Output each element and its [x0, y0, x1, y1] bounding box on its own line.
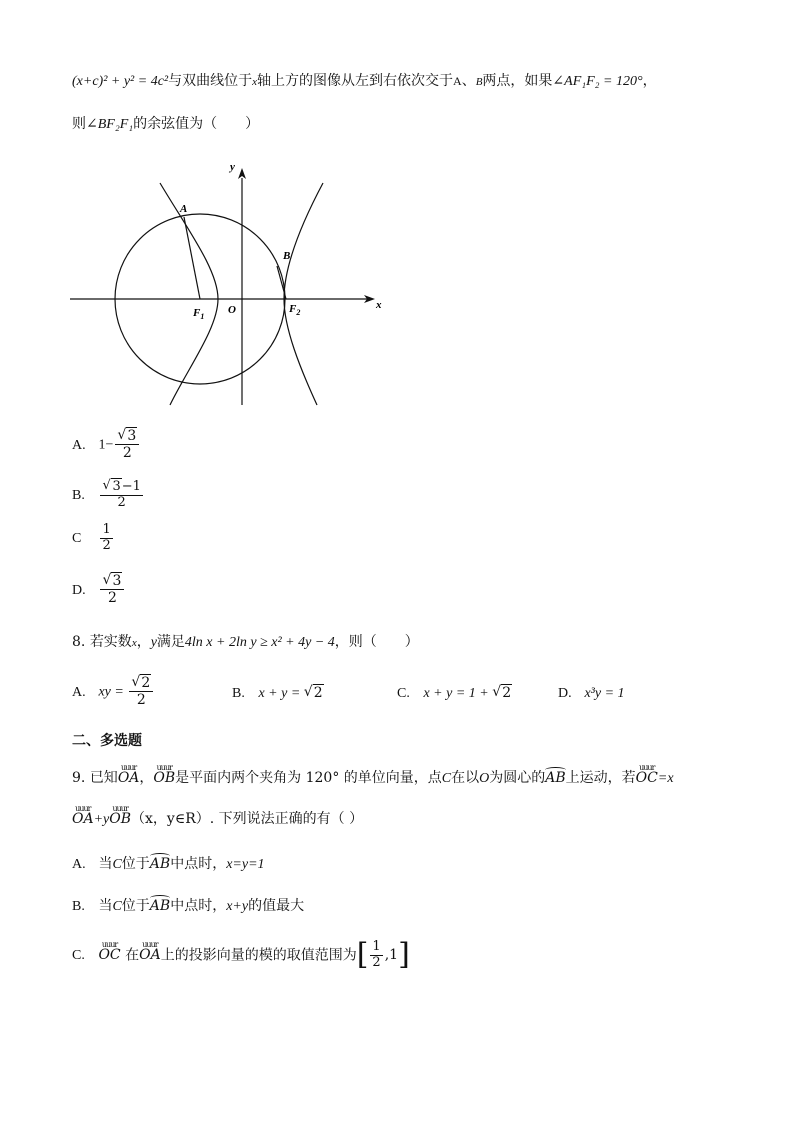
q7-option-B[interactable] [72, 480, 145, 511]
question-number: 8. [72, 634, 86, 650]
denominator: 2 [117, 494, 126, 510]
vector-OB: OB [109, 811, 132, 827]
option-text: 位于 [121, 898, 150, 914]
option-prefix: 1− [98, 437, 114, 453]
q9-text-e: 上运动，若 [565, 770, 636, 786]
option-label: D. [558, 686, 572, 701]
q9-text-a: 已知 [89, 770, 118, 786]
option-text: 当 [98, 856, 113, 872]
q7-line2 [72, 116, 259, 134]
separator: 、 [461, 73, 476, 89]
radicand: 2 [502, 685, 512, 701]
q8-option-B[interactable] [232, 685, 324, 702]
option-text: 位于 [121, 856, 150, 872]
vector-OB: OB [153, 770, 176, 786]
radicand: 2 [313, 685, 323, 701]
q8-option-C[interactable] [397, 685, 512, 702]
circle-equation: (x+c)² + y² = 4c² [72, 74, 169, 89]
label-F1: $F_1$ [193, 307, 205, 321]
q8-option-D[interactable] [558, 685, 625, 702]
option-label: C. [397, 686, 410, 701]
q9-text-b: 是平面内两个夹角为 120° 的单位向量，点 [175, 770, 442, 786]
vector-OA: OA [72, 811, 94, 827]
label-O: O [228, 304, 236, 316]
arc-AB: AB [149, 898, 171, 914]
option-text: 上的投影向量的模的取值范围为 [160, 947, 357, 964]
q9-line2-text: （x，y∈R）. 下列说法正确的有（ ） [131, 811, 364, 827]
interval-low-num: 1 [372, 939, 381, 954]
option-text: 中点时， [170, 856, 227, 872]
point-C: C [112, 857, 122, 872]
vector-OA: OA [139, 947, 161, 964]
radicand: 3 [112, 573, 122, 589]
q9-eq: =x [657, 771, 674, 786]
denominator: 2 [136, 692, 146, 709]
hyperbola-left-branch [160, 183, 218, 405]
vector-OC: OC [98, 947, 121, 964]
q9-stem-line2: uuur OA+y uuur OB（x，y∈R）. 下列说法正确的有（ ） [72, 804, 364, 827]
y-axis-arrow [238, 168, 246, 179]
q8-text2: 满足 [156, 634, 185, 650]
option-text: 当 [98, 898, 113, 914]
label-x: x [376, 299, 382, 311]
hyperbola-right-branch [284, 183, 323, 405]
numerator: 1 [102, 522, 111, 537]
option-label: A. [72, 684, 86, 700]
option-lhs: x + y = [258, 686, 304, 701]
q8-condition: 4ln x + 2ln y ≥ x² + 4y − 4 [184, 635, 335, 650]
point-C: C [112, 899, 122, 914]
numerator-tail: −1 [121, 479, 141, 494]
vector-OC: OC [635, 770, 658, 786]
radicand: 3 [112, 479, 121, 494]
angle-condition: ∠AF₁F₂ = 120° [552, 74, 643, 89]
option-text: 中点时， [170, 898, 227, 914]
radicand: 2 [141, 675, 151, 691]
interval-low-den: 2 [372, 954, 381, 970]
option-label: B. [232, 686, 245, 701]
q8-option-A[interactable] [72, 675, 155, 708]
separator: ， [136, 634, 151, 650]
q7-line1-end: ， [642, 73, 657, 89]
point-B-ref: B [475, 76, 483, 88]
option-text: 的值最大 [248, 898, 305, 914]
q7-line2-end: 的余弦值为（ ） [133, 116, 260, 132]
section-title: 二、多选题 [72, 733, 142, 749]
label-y: y [230, 161, 235, 173]
x-axis-ref: x [252, 76, 258, 88]
q9-option-C[interactable]: C. uuur OC 在 uuur OA上的投影向量的模的取值范围为 [ $\frac{1}{2}$ ,1 ] [72, 937, 410, 973]
option-lhs: x + y = 1 + [423, 686, 493, 701]
denominator: 2 [107, 590, 117, 607]
vector-OA: OA [117, 770, 140, 786]
q8-text1: 若实数 [89, 634, 132, 650]
option-label: A. [72, 857, 86, 872]
q9-option-A[interactable] [72, 853, 265, 873]
q7-text3: 两点，如果 [482, 73, 553, 89]
q7-option-A[interactable] [72, 428, 141, 461]
q7-line1 [72, 73, 657, 91]
point-A-ref: A [453, 74, 462, 88]
q8-options-row [72, 675, 752, 719]
q7-text: 与双曲线位于 [168, 73, 253, 89]
question-number: 9. [72, 770, 86, 786]
option-label: B. [72, 899, 85, 914]
plus-y: +y [93, 812, 110, 827]
label-F2: $F_2$ [289, 303, 301, 317]
q8-text3: ，则（ ） [334, 634, 419, 650]
q8-stem [72, 634, 419, 652]
arc-AB: AB [149, 856, 171, 872]
q7-text2: 轴上方的图像从左到右依次交于 [257, 73, 454, 89]
hyperbola-circle-figure [60, 150, 400, 415]
separator: ， [139, 770, 154, 786]
option-text: 在 [125, 947, 140, 964]
option-label: C [72, 531, 82, 547]
q9-option-B[interactable] [72, 895, 304, 915]
option-label: B. [72, 488, 85, 504]
option-math: x=y=1 [226, 857, 265, 872]
denominator: 2 [122, 445, 132, 462]
q9-stem-line1: 9. 已知 uuur OA， uuur OB是平面内两个夹角为 120° 的单位向量，点C在以O为圆心的AB上运动，若 uuur OC=x [72, 763, 674, 786]
segment-BF2 [277, 266, 286, 299]
point-O: O [479, 771, 490, 786]
point-C: C [441, 771, 452, 786]
label-A: A [180, 203, 188, 215]
option-lhs: xy = [98, 684, 128, 700]
option-label: A. [72, 437, 86, 453]
q7-option-C[interactable] [72, 523, 115, 554]
label-B: B [283, 250, 291, 262]
angle-target: ∠BF₂F₁ [86, 117, 134, 132]
q7-line2-text: 则 [72, 116, 86, 132]
interval-high: ,1 [384, 947, 399, 964]
option-math: x+y [226, 899, 249, 914]
q9-text-d: 为圆心的 [489, 770, 546, 786]
radicand: 3 [127, 428, 137, 444]
interval: [ $\frac{1}{2}$ ,1 ] [356, 937, 410, 973]
option-label: D. [72, 582, 86, 598]
option-label: C. [72, 948, 85, 964]
q7-option-D[interactable] [72, 573, 126, 606]
option-lhs: x³y = 1 [584, 686, 625, 701]
segment-AF1 [184, 217, 200, 299]
q9-text-c: 在以 [451, 770, 480, 786]
var-x: x [131, 637, 137, 649]
arc-AB: AB [545, 770, 566, 786]
denominator: 2 [102, 537, 111, 553]
var-y: y [150, 635, 157, 650]
